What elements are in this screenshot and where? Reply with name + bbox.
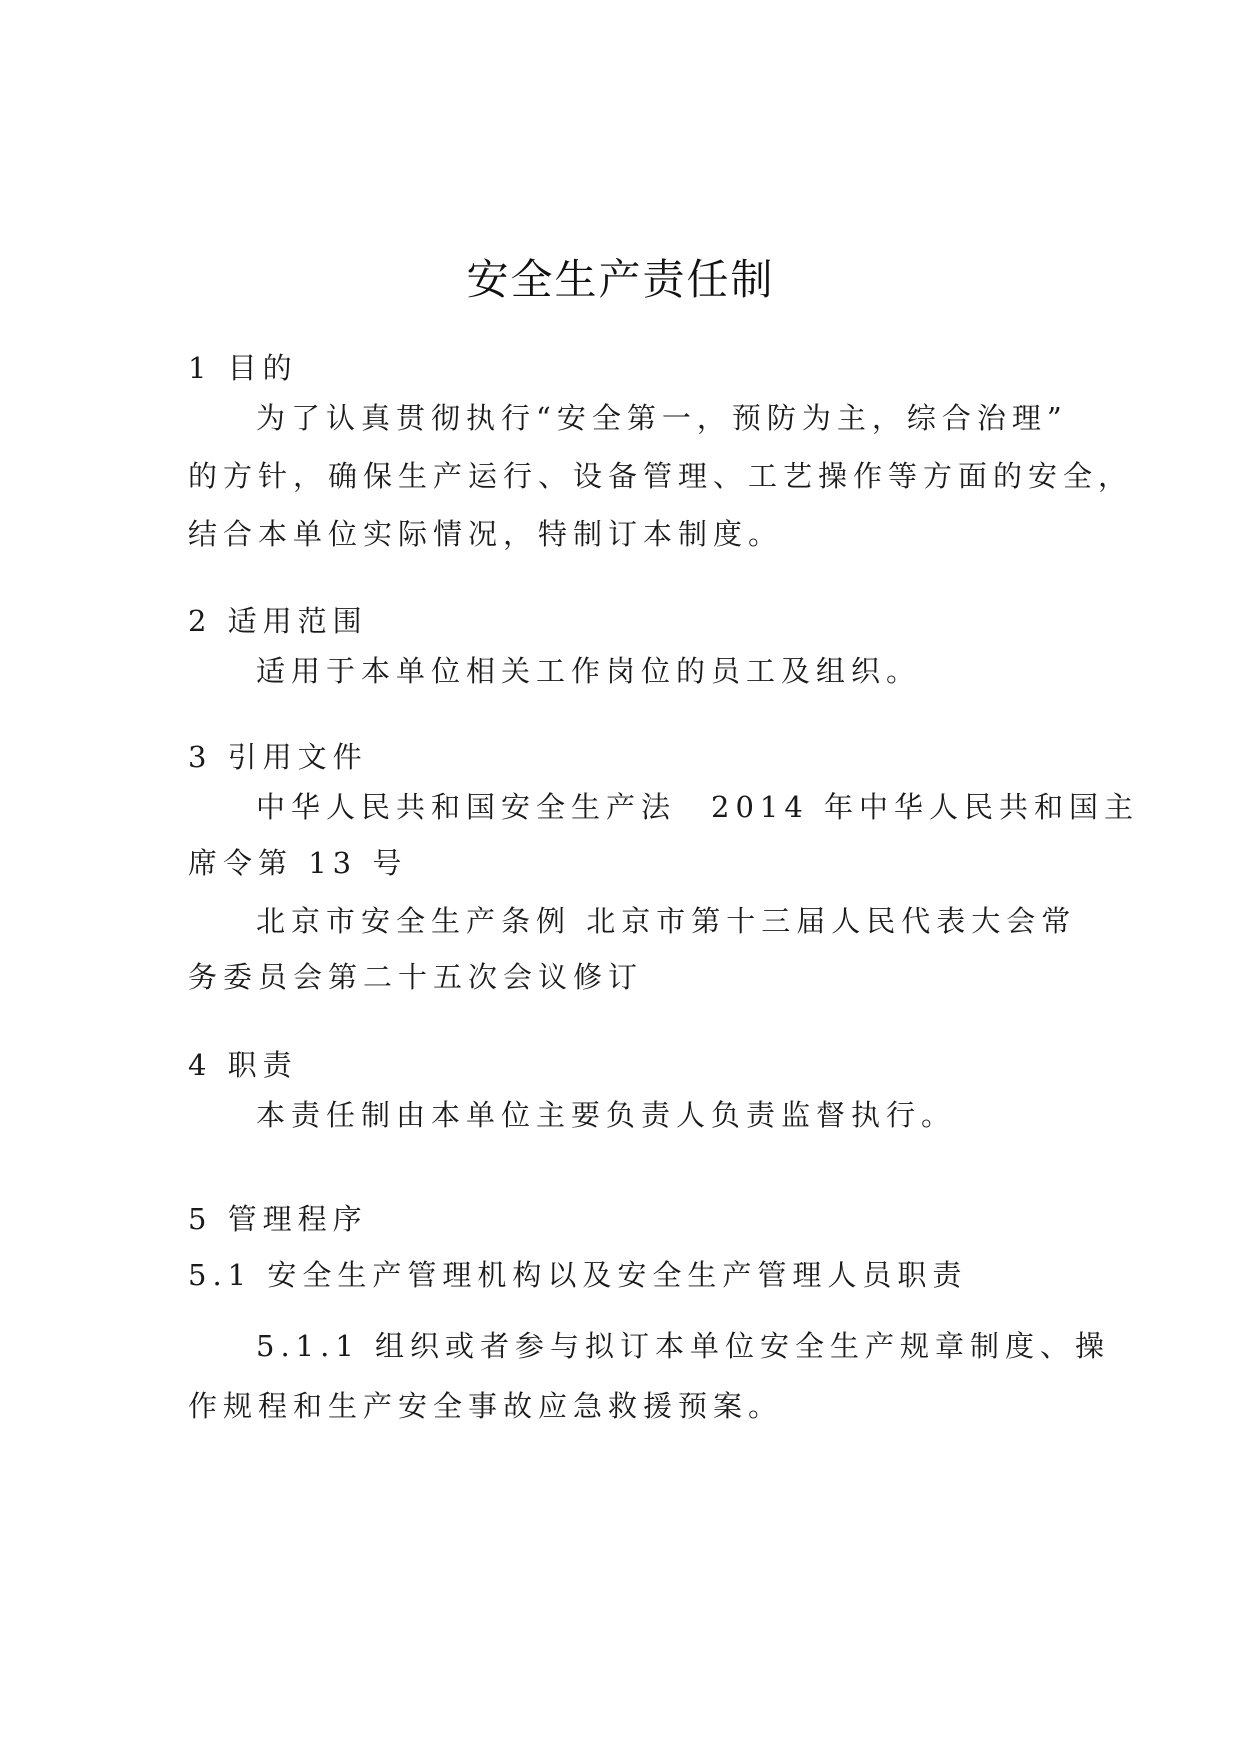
section-1-paragraph-line: 结合本单位实际情况，特制订本制度。 bbox=[188, 517, 784, 551]
section-3-reference-line: 席令第 13 号 bbox=[188, 846, 408, 880]
section-5-heading: 5 管理程序 bbox=[188, 1202, 368, 1236]
section-3-heading: 3 引用文件 bbox=[188, 740, 368, 774]
section-2-heading: 2 适用范围 bbox=[188, 604, 368, 638]
section-5-1-1-paragraph-line: 5.1.1 组织或者参与拟订本单位安全生产规章制度、操 bbox=[256, 1329, 1111, 1363]
section-1-paragraph-line: 的方针，确保生产运行、设备管理、工艺操作等方面的安全， bbox=[188, 459, 1134, 493]
section-4-paragraph-line: 本责任制由本单位主要负责人负责监督执行。 bbox=[256, 1098, 957, 1132]
section-3-reference-line: 中华人民共和国安全生产法 2014 年中华人民共和国主 bbox=[256, 790, 1140, 824]
section-3-reference-line: 北京市安全生产条例 北京市第十三届人民代表大会常 bbox=[256, 904, 1077, 938]
section-5-1-1-paragraph-line: 作规程和生产安全事故应急救援预案。 bbox=[188, 1389, 784, 1423]
section-1-paragraph-line: 为了认真贯彻执行“安全第一，预防为主，综合治理” bbox=[256, 401, 1068, 435]
document-title: 安全生产责任制 bbox=[466, 255, 775, 304]
section-1-heading: 1 目的 bbox=[188, 351, 298, 385]
section-5-1-subheading: 5.1 安全生产管理机构以及安全生产管理人员职责 bbox=[188, 1258, 968, 1292]
section-2-paragraph-line: 适用于本单位相关工作岗位的员工及组织。 bbox=[256, 654, 922, 688]
section-4-heading: 4 职责 bbox=[188, 1048, 298, 1082]
section-3-reference-line: 务委员会第二十五次会议修订 bbox=[188, 960, 644, 994]
